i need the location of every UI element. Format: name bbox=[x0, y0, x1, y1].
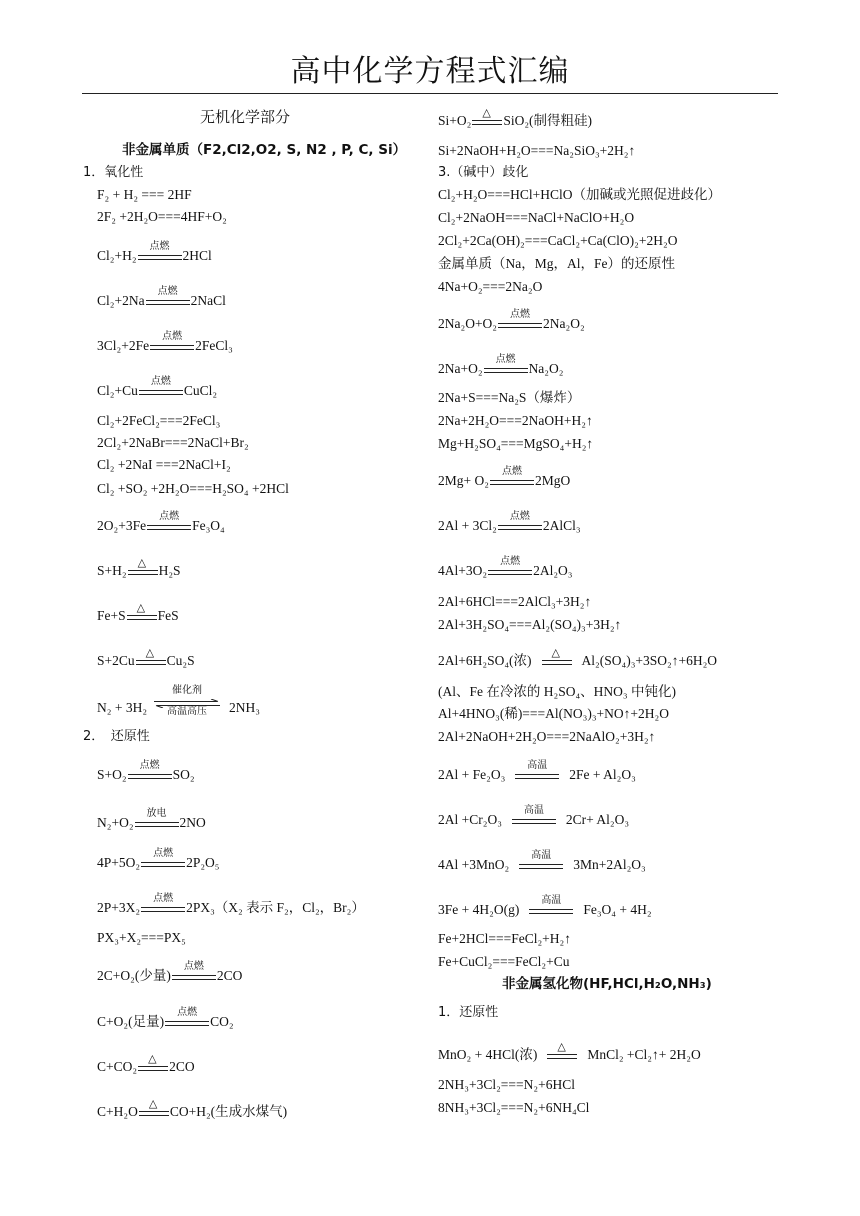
reaction-condition: 高温 bbox=[531, 850, 552, 861]
reaction-condition: 点燃 bbox=[159, 511, 180, 522]
equation-line: Cl₂ +2NaI ===2NaCl+I₂ bbox=[97, 457, 231, 472]
equation-line: 2Al+2NaOH+2H₂O===2NaAlO₂+3H₂↑ bbox=[438, 729, 656, 744]
equation-line: 2Cl₂+2Ca(OH)₂===CaCl₂+Ca(ClO)₂+2H₂O bbox=[438, 233, 678, 248]
reaction-condition: 点燃 bbox=[149, 241, 170, 252]
reaction-reactants: S+2Cu bbox=[97, 653, 135, 668]
reaction-reactants: Cl₂+H₂ bbox=[97, 248, 137, 263]
equation-line: (Al、Fe 在冷浓的 H₂SO₄、HNO₃ 中钝化) bbox=[438, 684, 676, 699]
reaction-condition: 点燃 bbox=[501, 466, 522, 477]
reaction-equals-sign bbox=[512, 819, 556, 824]
reaction-products: SiO₂(制得粗硅) bbox=[503, 113, 593, 128]
reaction-condition: 点燃 bbox=[162, 331, 183, 342]
reaction-reactants: Cl₂+Cu bbox=[97, 383, 138, 398]
equation-line: 2NH₃+3Cl₂===N₂+6HCl bbox=[438, 1077, 575, 1092]
reaction-condition: 点燃 bbox=[510, 309, 531, 320]
reaction-reactants: Fe+S bbox=[97, 608, 126, 623]
heat-icon: △ bbox=[145, 646, 155, 659]
reaction-condition: 点燃 bbox=[500, 556, 521, 567]
equation-line: Si+2NaOH+H₂O===Na₂SiO₃+2H₂↑ bbox=[438, 143, 636, 158]
reaction-reactants: 2O₂+3Fe bbox=[97, 518, 147, 533]
reaction-reactants: 2Mg+ O₂ bbox=[438, 473, 489, 488]
reaction-condition: 高温 bbox=[541, 895, 562, 906]
section-heading: 2． 还原性 bbox=[83, 729, 150, 744]
reaction-products: 2CO bbox=[216, 968, 243, 983]
reaction-reactants: 2Al + 3Cl₂ bbox=[438, 518, 497, 533]
reaction-reactants: C+O₂(足量) bbox=[97, 1014, 165, 1029]
equation-line: 2F₂ +2H₂O===4HF+O₂ bbox=[97, 209, 227, 224]
reaction-reactants: N₂+O₂ bbox=[97, 815, 134, 830]
reaction-condition: 点燃 bbox=[495, 354, 516, 365]
reaction-condition: 高温 bbox=[527, 760, 548, 771]
reaction-equals-sign bbox=[519, 864, 563, 869]
heat-icon: △ bbox=[482, 106, 491, 119]
reaction-products: 2NH₃ bbox=[229, 700, 260, 715]
reaction-products: CuCl₂ bbox=[183, 383, 218, 398]
reaction-reactants: S+H₂ bbox=[97, 563, 127, 578]
reaction-reactants: C+CO₂ bbox=[97, 1059, 138, 1074]
equation-line: 2Al+6HCl===2AlCl₃+3H₂↑ bbox=[438, 594, 592, 609]
reaction-condition: 点燃 bbox=[153, 893, 174, 904]
reaction-reactants: 4Al +3MnO₂ bbox=[438, 857, 510, 872]
heat-icon: △ bbox=[557, 1040, 566, 1053]
equation-line: Cl₂+2NaOH===NaCl+NaClO+H₂O bbox=[438, 210, 635, 225]
reaction-condition: 放电 bbox=[146, 808, 167, 819]
reaction-condition: 高温 bbox=[523, 805, 544, 816]
reaction-equals-sign bbox=[490, 480, 534, 485]
reaction-reactants: 3Fe + 4H₂O(g) bbox=[438, 902, 520, 917]
equation-line: 8NH₃+3Cl₂===N₂+6NH₄Cl bbox=[438, 1100, 590, 1115]
reaction-products: Fe₃O₄ + 4H₂ bbox=[583, 902, 652, 917]
equation-line: 2Na+S===Na₂S（爆炸） bbox=[438, 390, 581, 405]
reaction-reactants: 3Cl₂+2Fe bbox=[97, 338, 150, 353]
equation-line: Mg+H₂SO₄===MgSO₄+H₂↑ bbox=[438, 436, 594, 451]
reaction-condition: 点燃 bbox=[157, 286, 178, 297]
reaction-products: CO+H₂(生成水煤气) bbox=[169, 1104, 288, 1119]
section-heading: 3.（碱中）歧化 bbox=[438, 165, 529, 180]
section-heading: 1．氧化性 bbox=[83, 165, 144, 180]
equation-line: 2Al+3H₂SO₄===Al₂(SO₄)₃+3H₂↑ bbox=[438, 617, 622, 632]
equation-line: PX₃+X₂===PX₅ bbox=[97, 930, 186, 945]
equation-line: Fe+CuCl₂===FeCl₂+Cu bbox=[438, 954, 570, 969]
reaction-products: 2CO bbox=[169, 1059, 195, 1074]
equation-line: 2Cl₂+2NaBr===2NaCl+Br₂ bbox=[97, 435, 249, 450]
sub-heading: 非金属单质（F2,Cl2,O2, S, N2 , P, C, Si） bbox=[122, 142, 407, 158]
reaction-condition: 点燃 bbox=[150, 376, 171, 387]
reaction-products: 2Fe + Al₂O₃ bbox=[569, 767, 636, 782]
reaction-products: 2FeCl₃ bbox=[195, 338, 233, 353]
reaction-products: 2P₂O₅ bbox=[186, 855, 220, 870]
heat-icon: △ bbox=[148, 1097, 158, 1110]
document-title: 高中化学方程式汇编 bbox=[290, 54, 570, 89]
reaction-products: 2Na₂O₂ bbox=[543, 316, 585, 331]
reaction-products: 2NaCl bbox=[190, 293, 226, 308]
reaction-products: FeS bbox=[157, 608, 179, 623]
equation-line: Cl₂ +SO₂ +2H₂O===H₂SO₄ +2HCl bbox=[97, 481, 289, 496]
reaction-products: CO₂ bbox=[210, 1014, 234, 1029]
reaction-products: Al₂(SO₄)₃+3SO₂↑+6H₂O bbox=[581, 653, 718, 668]
reaction-reactants: C+H₂O bbox=[97, 1104, 138, 1119]
section-title: 无机化学部分 bbox=[200, 108, 291, 126]
reaction-condition: 点燃 bbox=[177, 1007, 198, 1018]
reaction-condition: 点燃 bbox=[153, 848, 174, 859]
reaction-products: 2NO bbox=[179, 815, 206, 830]
reaction-reactants: 2P+3X₂ bbox=[97, 900, 141, 915]
reaction-equals-sign bbox=[498, 323, 542, 328]
equation-line: Al+4HNO₃(稀)===Al(NO₃)₃+NO↑+2H₂O bbox=[438, 706, 669, 721]
reaction-reactants: 2Al +Cr₂O₃ bbox=[438, 812, 502, 827]
reaction-equals-sign bbox=[488, 570, 532, 575]
reaction-condition: 点燃 bbox=[139, 760, 160, 771]
bold-heading: 非金属氢化物(HF,HCl,H₂O,NH₃) bbox=[502, 976, 712, 992]
reaction-products: Na₂O₂ bbox=[528, 361, 564, 376]
reaction-equals-sign bbox=[498, 525, 542, 530]
reaction-products: 2AlCl₃ bbox=[542, 518, 581, 533]
reaction-equals-sign bbox=[547, 1054, 577, 1059]
catalyst-label: 催化剂 bbox=[172, 685, 203, 696]
equation-line: Cl₂+H₂O===HCl+HClO（加碱或光照促进歧化） bbox=[438, 187, 721, 202]
reaction-reactants: 2Na+O₂ bbox=[438, 361, 483, 376]
reaction-reactants: MnO₂ + 4HCl(浓) bbox=[438, 1047, 538, 1062]
reaction-reactants: 2Na₂O+O₂ bbox=[438, 316, 498, 331]
reaction-products: Cu₂S bbox=[166, 653, 195, 668]
reaction-reactants: N₂ + 3H₂ bbox=[97, 700, 148, 715]
heat-icon: △ bbox=[148, 1052, 157, 1065]
reaction-equals-sign bbox=[542, 660, 572, 665]
equation-line: F₂ + H₂ === 2HF bbox=[97, 187, 192, 202]
reaction-products: MnCl₂ +Cl₂↑+ 2H₂O bbox=[587, 1047, 701, 1062]
equation-line: 金属单质（Na，Mg，Al，Fe）的还原性 bbox=[438, 256, 675, 271]
reaction-reactants: 2Al+6H₂SO₄(浓) bbox=[438, 653, 532, 668]
reaction-equals-sign bbox=[529, 909, 573, 914]
reaction-products: 3Mn+2Al₂O₃ bbox=[573, 857, 646, 872]
reaction-products: 2Al₂O₃ bbox=[533, 563, 573, 578]
reaction-products: 2HCl bbox=[182, 248, 212, 263]
reaction-reactants: Si+O₂ bbox=[438, 113, 472, 128]
reaction-products: H₂S bbox=[158, 563, 181, 578]
heat-icon: △ bbox=[551, 646, 560, 659]
equation-line: Cl₂+2FeCl₂===2FeCl₃ bbox=[97, 413, 221, 428]
reaction-equals-sign bbox=[472, 120, 502, 125]
equation-line: 4Na+O₂===2Na₂O bbox=[438, 279, 543, 294]
reaction-products: Fe₃O₄ bbox=[192, 518, 225, 533]
reaction-equals-sign bbox=[515, 774, 559, 779]
equation-line: 2Na+2H₂O===2NaOH+H₂↑ bbox=[438, 413, 593, 428]
reaction-reactants: 2C+O₂(少量) bbox=[97, 968, 171, 983]
heat-icon: △ bbox=[137, 556, 147, 569]
condition-label: 高温高压 bbox=[167, 706, 208, 717]
reaction-products: 2Cr+ Al₂O₃ bbox=[565, 812, 630, 827]
reaction-condition: 点燃 bbox=[509, 511, 530, 522]
reaction-condition: 点燃 bbox=[183, 961, 204, 972]
reaction-products: SO₂ bbox=[172, 767, 195, 782]
reaction-reactants: Cl₂+2Na bbox=[97, 293, 145, 308]
heat-icon: △ bbox=[136, 601, 146, 614]
reaction-equals-sign bbox=[484, 368, 528, 373]
reaction-reactants: 4P+5O₂ bbox=[97, 855, 141, 870]
reaction-products: 2PX₃（X₂ 表示 F₂，Cl₂，Br₂） bbox=[186, 900, 365, 915]
section-heading: 1．还原性 bbox=[438, 1005, 499, 1020]
reaction-reactants: 4Al+3O₂ bbox=[438, 563, 488, 578]
reaction-reactants: S+O₂ bbox=[97, 767, 127, 782]
equation-line: Fe+2HCl===FeCl₂+H₂↑ bbox=[438, 931, 571, 946]
reaction-products: 2MgO bbox=[534, 473, 571, 488]
reaction-reactants: 2Al + Fe₂O₃ bbox=[438, 767, 506, 782]
